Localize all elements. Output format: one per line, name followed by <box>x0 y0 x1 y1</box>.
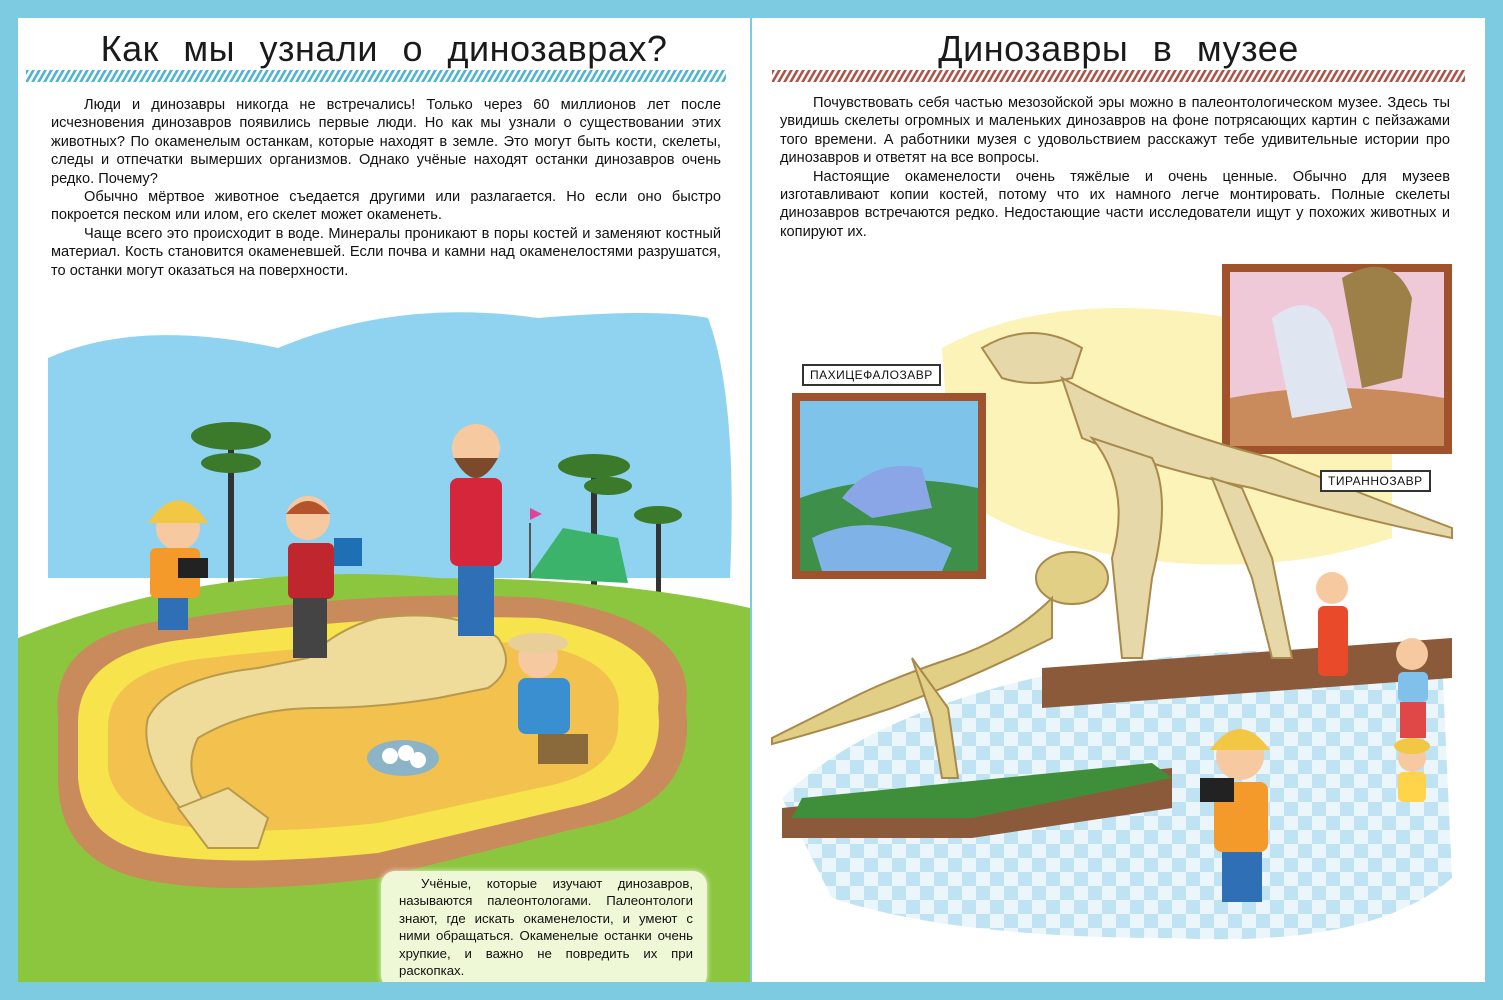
camera-icon <box>1200 778 1234 802</box>
painting-tyrannosaurus <box>1222 264 1452 454</box>
book-icon <box>334 538 362 566</box>
right-page <box>752 18 1485 982</box>
note-text: Учёные, которые изучают динозавров, называются палеонтологами. Палеонтологи знают, где искать окаменелости, и умеют с ними обращаться. Окаменелые останки очень хрупкие, и важно не повредить их при раскопках. <box>399 876 693 979</box>
camera-icon <box>178 558 208 578</box>
title-underline-deco <box>26 70 726 82</box>
info-note <box>381 871 707 982</box>
left-page <box>18 18 750 982</box>
paragraph: Настоящие окаменелости очень тяжёлые и очень ценные. Обычно для музеев изготавливают копии костей, потому что их намного легче монтировать. Полные скелеты динозавров встречаются редко. Недостающие части исследователи ищут у похожих животных и копируют их. <box>780 168 1450 240</box>
child-boy <box>1396 638 1428 738</box>
label-tyrannosaurus: ТИРАННОЗАВР <box>1320 470 1431 492</box>
egg-nest-icon <box>367 740 439 776</box>
museum-guide <box>1316 572 1348 676</box>
paragraph: Обычно мёртвое животное съедается другими или разлагается. Но если оно быстро покроется песком или илом, его скелет может окаменеть. <box>51 189 721 224</box>
painting-pachycephalosaurus <box>792 393 986 579</box>
body-text <box>780 94 1450 241</box>
page-title: Динозавры в музее <box>938 28 1299 69</box>
paragraph: Почувствовать себя частью мезозойской эры можно в палеонтологическом музее. Здесь ты увидишь скелеты огромных и маленьких динозавров на фоне потрясающих картин с пейзажами того времени. А работники музея с удовольствием расскажут тебе удивительные истории про динозавров и ответят на все вопросы. <box>780 95 1450 167</box>
paragraph: Чаще всего это происходит в воде. Минералы проникают в поры костей и заменяют костный материал. Кость становится окаменевшей. Если почва и камни над окаменелостями разрушатся, то останки могут оказаться на поверхности. <box>51 225 721 279</box>
paragraph: Люди и динозавры никогда не встречались! Только через 60 миллионов лет после исчезновения динозавров появились первые люди. Но как мы узнали о существовании этих животных? По окаменелым останкам, которые находят в земле. Это могут быть кости, скелеты, следы и отпечатки вымерших организмов. Однако учёные находят останки динозавров очень редко. Почему? <box>51 97 721 187</box>
body-text <box>51 96 721 280</box>
page-title: Как мы узнали о динозаврах? <box>100 28 668 69</box>
label-pachycephalosaurus: ПАХИЦЕФАЛОЗАВР <box>802 364 941 386</box>
sky-shape <box>48 312 732 578</box>
title-underline-deco <box>772 70 1465 82</box>
